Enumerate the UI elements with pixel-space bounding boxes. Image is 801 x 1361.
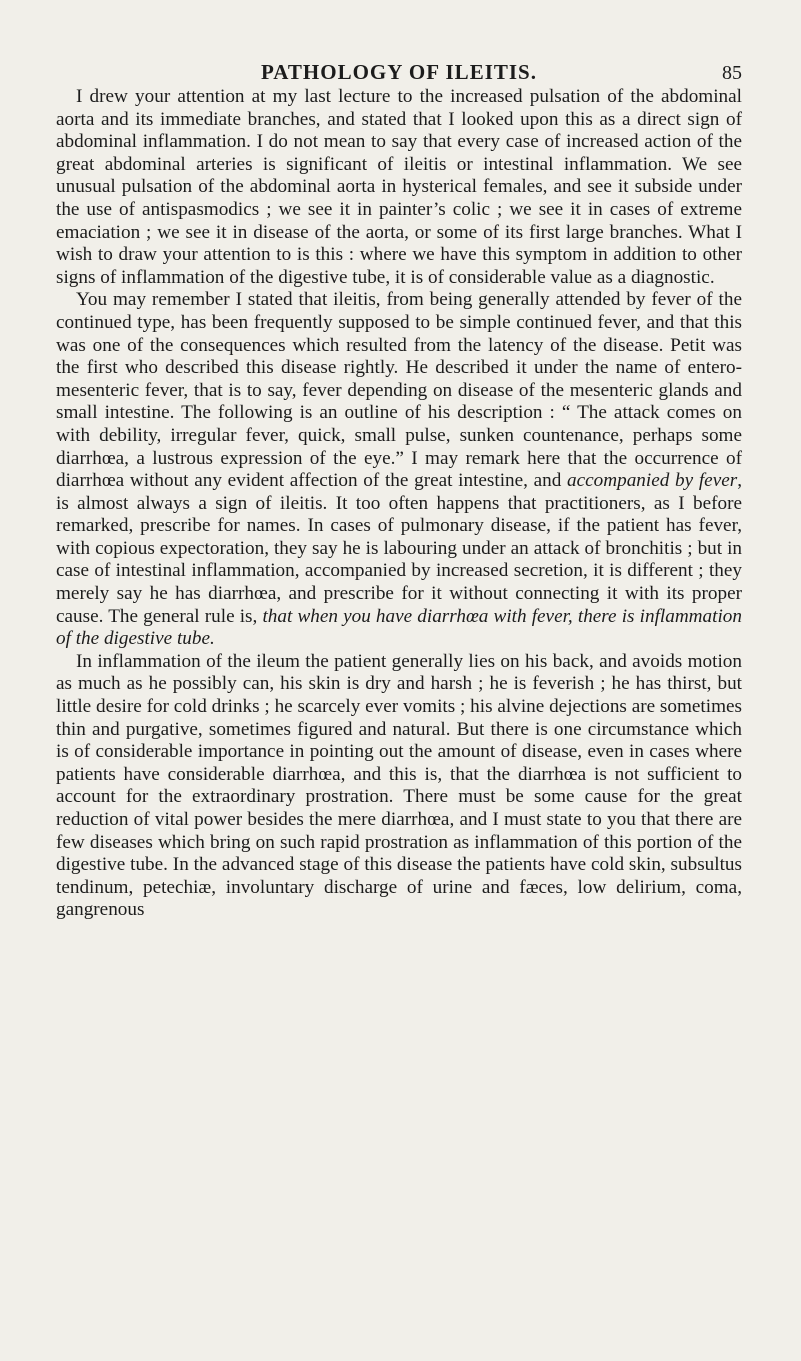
paragraph [56, 289, 742, 651]
paragraph [56, 86, 742, 289]
paragraph [56, 651, 742, 922]
page-header [56, 50, 742, 90]
text-run: I drew your attention at my last lecture to the increased pulsation of the abdominal aorta and its immediate branches, and stated that I looked upon this as a direct sign of abdominal inflammation. I do not mean to say that every case of increased action of the great abdominal arteries is significant of ileitis or intestinal inflammation. We see unusual pulsation of the abdominal aorta in hysterical females, and see it subside under the use of antispasmodics ; we see it in painter’s colic ; we see it in cases of extreme emaciation ; we see it in disease of the aorta, or some of its first large branches. What I wish to draw your attention to is this : where we have this symptom in addition to other signs of inflammation of the digestive tube, it is of considerable value as a diagnostic. [56, 86, 742, 288]
italic-text-run: that when you have diarrhœa with fever, there is inflammation of the digestive tube. [56, 605, 742, 650]
page-number: 85 [722, 62, 742, 84]
body-text [56, 86, 742, 922]
text-run: , is almost always a sign of ileitis. It too often happens that practitioners, as I before remarked, prescribe for names. In cases of pulmonary disease, if the patient has fever, with copious expectoration, they say he is labouring under an attack of bronchitis ; but in case of intestinal inflammation, accompanied by increased secretion, it is different ; they merely say he has diarrhœa, and prescribe for it without connecting it with its proper cause. The general rule is, [56, 470, 742, 627]
italic-text-run: accompanied by fever [567, 470, 738, 492]
text-run: In inflammation of the ileum the patient generally lies on his back, and avoids motion as much as he possibly can, his skin is dry and harsh ; he is feverish ; he has thirst, but little desire for cold drinks ; he scarcely ever vomits ; his alvine dejections are sometimes thin and purgative, sometimes figured and natural. But there is one circumstance which is of considerable importance in pointing out the amount of disease, even in cases where patients have considerable diarrhœa, and this is, that the diarrhœa is not sufficient to account for the extraordinary prostration. There must be some cause for the great reduction of vital power besides the mere diarrhœa, and I must state to you that there are few diseases which bring on such rapid prostration as inflammation of this portion of the digestive tube. In the advanced stage of this disease the patients have cold skin, subsultus tendinum, petechiæ, involuntary discharge of urine and fæces, low delirium, coma, gangrenous [56, 650, 742, 921]
running-head: PATHOLOGY OF ILEITIS. [261, 60, 537, 84]
text-run: You may remember I stated that ileitis, from being generally attended by fever of the continued type, has been frequently supposed to be simple continued fever, and that this was one of the consequences which resulted from the latency of the disease. Petit was the first who described this disease rightly. He described it under the name of entero-mesenteric fever, that is to say, fever depending on disease of the mesenteric glands and small intestine. The following is an outline of his description : “ The attack comes on with debility, irregular fever, quick, small pulse, sunken countenance, perhaps some diarrhœa, a lustrous expression of the eye.” I may remark here that the occurrence of diarrhœa without any evident affection of the great intestine, and [56, 289, 742, 492]
